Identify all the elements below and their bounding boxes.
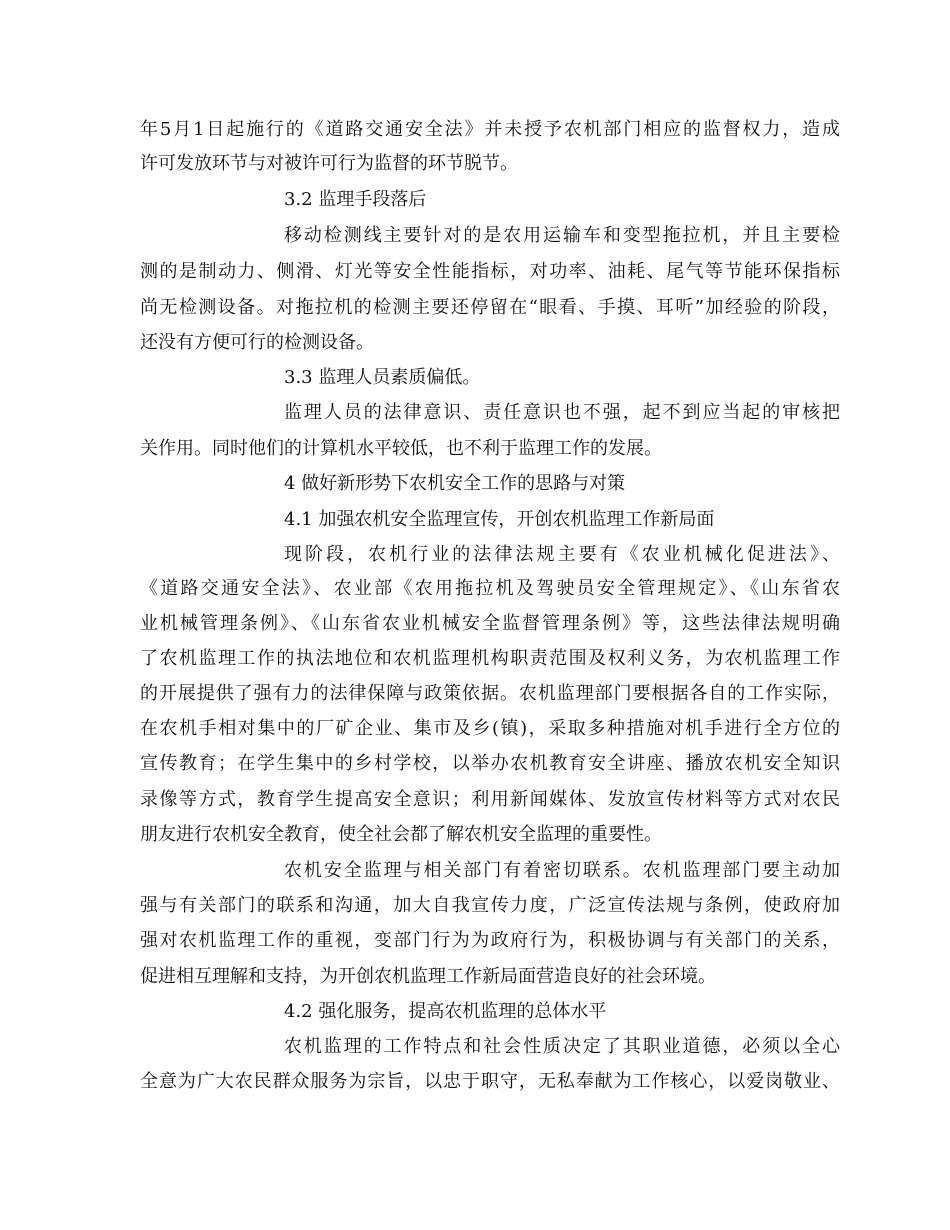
- body-text-line: 了农机监理工作的执法地位和农机监理机构职责范围及权利义务，为农机监理工作: [140, 648, 840, 669]
- section-heading: 4.2 强化服务，提高农机监理的总体水平: [284, 1001, 607, 1022]
- body-text-line: 尚无检测设备。对拖拉机的检测主要还停留在“眼看、手摸、耳听”加经验的阶段，: [140, 297, 840, 318]
- body-text-line: 农机安全监理与相关部门有着密切联系。农机监理部门要主动加: [284, 860, 840, 881]
- body-text-line: 现阶段，农机行业的法律法规主要有《农业机械化促进法》、: [284, 544, 840, 565]
- body-text-line: 录像等方式，教育学生提高安全意识；利用新闻媒体、发放宣传材料等方式对农民: [140, 789, 840, 810]
- body-text-line: 强对农机监理工作的重视，变部门行为为政府行为，积极协调与有关部门的关系，: [140, 930, 840, 951]
- body-text-line: 监理人员的法律意识、责任意识也不强，起不到应当起的审核把: [284, 402, 840, 423]
- body-text-line: 移动检测线主要针对的是农用运输车和变型拖拉机，并且主要检: [284, 225, 840, 246]
- body-text-line: 强与有关部门的联系和沟通，加大自我宣传力度，广泛宣传法规与条例，使政府加: [140, 895, 840, 916]
- body-text-line: 《道路交通安全法》、农业部《农用拖拉机及驾驶员安全管理规定》、《山东省农: [140, 578, 840, 599]
- body-text-line: 业机械管理条例》、《山东省农业机械安全监督管理条例》等，这些法律法规明确: [140, 613, 840, 634]
- body-text-line: 还没有方便可行的检测设备。: [140, 332, 374, 353]
- body-text-line: 的开展提供了强有力的法律保障与政策依据。农机监理部门要根据各自的工作实际，: [140, 683, 840, 704]
- section-heading: 3.2 监理手段落后: [284, 189, 427, 210]
- body-text-line: 关作用。同时他们的计算机水平较低，也不利于监理工作的发展。: [140, 438, 662, 459]
- section-heading: 3.3 监理人员素质偏低。: [284, 367, 481, 388]
- body-text-line: 宣传教育；在学生集中的乡村学校，以举办农机教育安全讲座、播放农机安全知识: [140, 753, 840, 774]
- section-heading: 4 做好新形势下农机安全工作的思路与对策: [284, 473, 626, 494]
- body-text-line: 全意为广大农民群众服务为宗旨，以忠于职守，无私奉献为工作核心，以爱岗敬业、: [140, 1071, 840, 1092]
- body-text-line: 许可发放环节与对被许可行为监督的环节脱节。: [140, 153, 518, 174]
- body-text-line: 在农机手相对集中的厂矿企业、集市及乡(镇)，采取多种措施对机手进行全方位的: [140, 718, 840, 739]
- body-text-line: 年5月1日起施行的《道路交通安全法》并未授予农机部门相应的监督权力，造成: [140, 119, 840, 140]
- body-text-line: 促进相互理解和支持，为开创农机监理工作新局面营造良好的社会环境。: [140, 966, 716, 987]
- body-text-line: 朋友进行农机安全教育，使全社会都了解农机安全监理的重要性。: [140, 824, 662, 845]
- body-text-line: 农机监理的工作特点和社会性质决定了其职业道德，必须以全心: [284, 1036, 840, 1057]
- body-text-line: 测的是制动力、侧滑、灯光等安全性能指标，对功率、油耗、尾气等节能环保指标: [140, 261, 840, 282]
- section-heading: 4.1 加强农机安全监理宣传，开创农机监理工作新局面: [284, 509, 715, 530]
